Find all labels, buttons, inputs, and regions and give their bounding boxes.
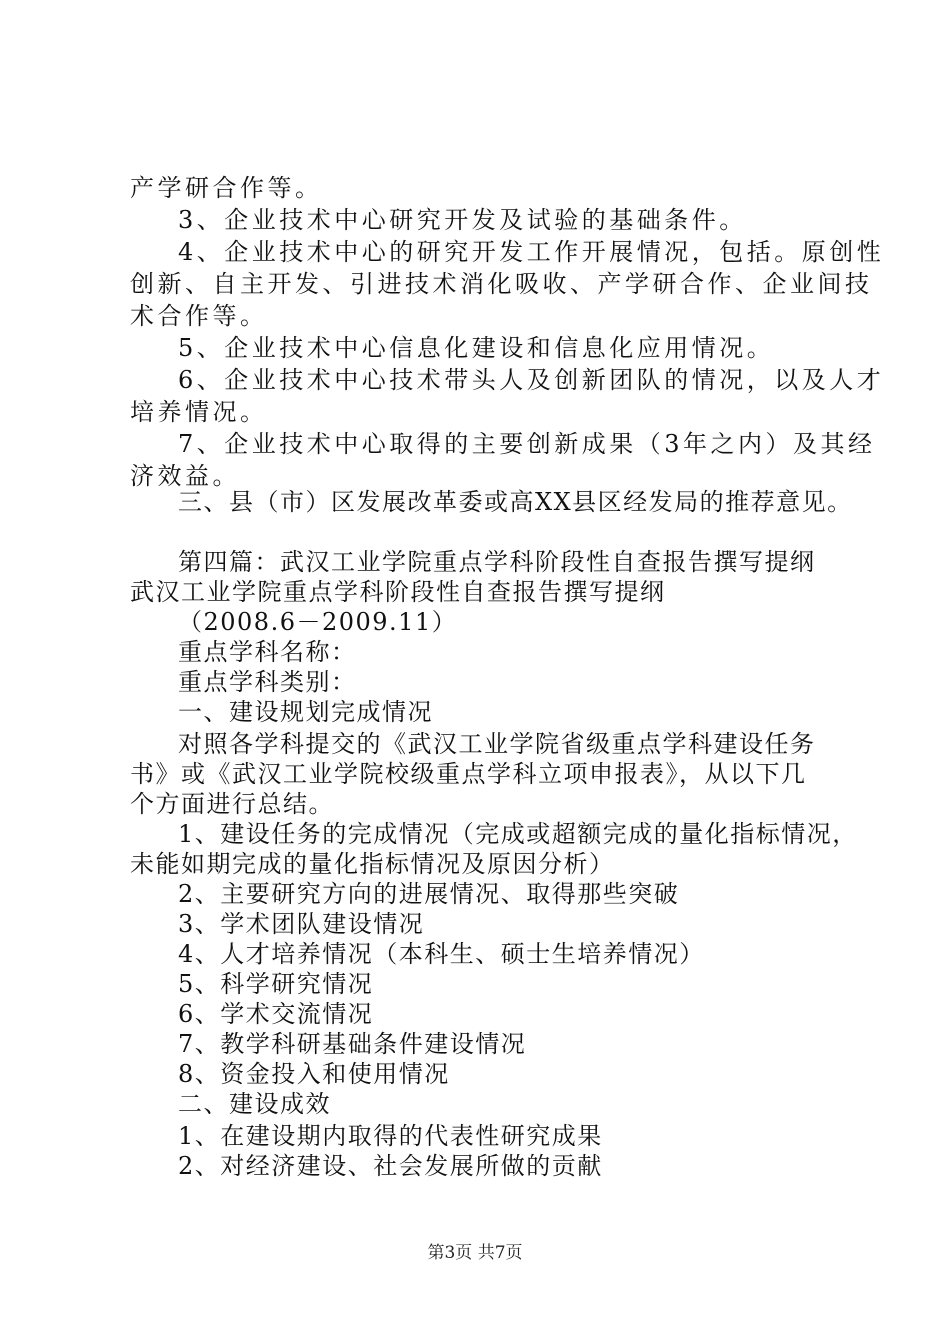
text-line: 一、建设规划完成情况 — [178, 698, 433, 726]
page-footer: 第3页 共7页 — [427, 1243, 523, 1263]
text-line: 3、企业技术中心研究开发及试验的基础条件。 — [178, 206, 747, 234]
text-line: 6、企业技术中心技术带头人及创新团队的情况，以及人才 — [178, 366, 885, 394]
text-line: 创新、自主开发、引进技术消化吸收、产学研合作、企业间技 — [130, 270, 873, 298]
text-line: 产学研合作等。 — [130, 174, 323, 202]
text-line: 重点学科类别： — [178, 668, 357, 696]
text-line: 2、主要研究方向的进展情况、取得那些突破 — [178, 880, 680, 908]
text-line: 1、建设任务的完成情况（完成或超额完成的量化指标情况， — [178, 820, 858, 848]
text-line: 5、科学研究情况 — [178, 970, 374, 998]
text-line: 7、教学科研基础条件建设情况 — [178, 1030, 527, 1058]
text-line: 术合作等。 — [130, 302, 268, 330]
text-line: 书》或《武汉工业学院校级重点学科立项申报表》，从以下几 — [130, 760, 807, 788]
text-line: 8、资金投入和使用情况 — [178, 1060, 450, 1088]
text-line: 5、企业技术中心信息化建设和信息化应用情况。 — [178, 334, 775, 362]
text-line: 对照各学科提交的《武汉工业学院省级重点学科建设任务 — [178, 730, 816, 758]
text-line: 重点学科名称： — [178, 638, 357, 666]
text-line: 二、建设成效 — [178, 1090, 331, 1118]
text-line: 7、企业技术中心取得的主要创新成果（3年之内）及其经 — [178, 430, 876, 458]
text-line: 培养情况。 — [130, 398, 268, 426]
text-line: 未能如期完成的量化指标情况及原因分析） — [130, 850, 615, 878]
text-line: 3、学术团队建设情况 — [178, 910, 425, 938]
text-line: 4、人才培养情况（本科生、硕士生培养情况） — [178, 940, 705, 968]
text-line: 1、在建设期内取得的代表性研究成果 — [178, 1122, 603, 1150]
date-range: （2008.6－2009.11） — [178, 608, 458, 636]
text-line: 2、对经济建设、社会发展所做的贡献 — [178, 1152, 603, 1180]
text-line: 个方面进行总结。 — [130, 790, 334, 818]
text-line: 6、学术交流情况 — [178, 1000, 374, 1028]
text-line: 济效益。 — [130, 462, 240, 490]
document-title: 武汉工业学院重点学科阶段性自查报告撰写提纲 — [130, 578, 666, 606]
section-heading: 第四篇：武汉工业学院重点学科阶段性自查报告撰写提纲 — [178, 548, 816, 576]
text-line: 4、企业技术中心的研究开发工作开展情况，包括。原创性 — [178, 238, 885, 266]
text-line: 三、县（市）区发展改革委或高XX县区经发局的推荐意见。 — [178, 488, 853, 516]
